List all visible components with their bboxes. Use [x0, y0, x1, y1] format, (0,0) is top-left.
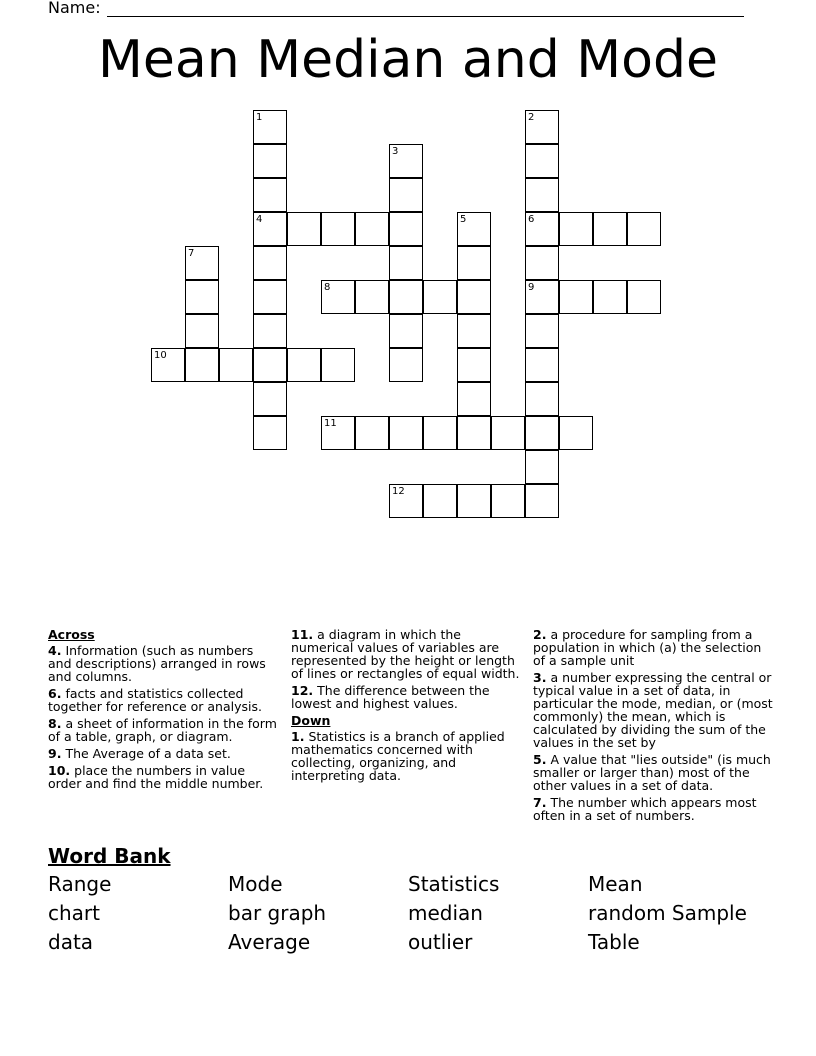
crossword-cell[interactable] — [185, 280, 219, 314]
crossword-cell[interactable] — [559, 416, 593, 450]
crossword-cell[interactable] — [253, 246, 287, 280]
crossword-cell[interactable] — [389, 178, 423, 212]
crossword-cell[interactable] — [627, 280, 661, 314]
word-bank-item: Statistics — [408, 872, 500, 896]
crossword-cell[interactable] — [423, 484, 457, 518]
clue-across-10: 10. place the numbers in value order and find the middle number. — [48, 763, 264, 791]
crossword-cell[interactable] — [525, 348, 559, 382]
crossword-cell[interactable] — [185, 348, 219, 382]
clue-number: 5 — [460, 214, 467, 225]
crossword-cell[interactable] — [287, 212, 321, 246]
crossword-cell[interactable] — [423, 280, 457, 314]
clue-across-4: 4. Information (such as numbers and descriptions) arranged in rows and columns. — [48, 643, 266, 684]
crossword-cell[interactable] — [253, 382, 287, 416]
crossword-cell[interactable] — [457, 280, 491, 314]
clue-across-6: 6. facts and statistics collected together for reference or analysis. — [48, 686, 262, 714]
clue-number: 8 — [324, 282, 331, 293]
word-bank-item: Mean — [588, 872, 643, 896]
crossword-cell[interactable] — [457, 246, 491, 280]
crossword-cell[interactable] — [593, 212, 627, 246]
crossword-cell[interactable] — [423, 416, 457, 450]
word-bank-item: bar graph — [228, 901, 327, 925]
crossword-cell[interactable] — [457, 314, 491, 348]
crossword-cell[interactable] — [389, 144, 423, 178]
word-bank-item: Average — [228, 930, 311, 954]
crossword-cell[interactable] — [389, 246, 423, 280]
word-bank-item: outlier — [408, 930, 473, 954]
word-bank-heading: Word Bank — [48, 844, 171, 868]
clues-column-2 — [291, 628, 523, 786]
crossword-cell[interactable] — [253, 212, 287, 246]
clue-across-12: 12. The difference between the lowest and highest values. — [291, 683, 490, 711]
crossword-cell[interactable] — [151, 348, 185, 382]
crossword-cell[interactable] — [185, 314, 219, 348]
crossword-cell[interactable] — [525, 178, 559, 212]
name-label: Name: — [48, 0, 101, 17]
clue-number: 9 — [528, 282, 535, 293]
crossword-cell[interactable] — [525, 110, 559, 144]
clue-down-1: 1. Statistics is a branch of applied mathematics concerned with collecting, organizing, and interpreting data. — [291, 729, 505, 783]
down-heading: Down — [291, 713, 331, 728]
clue-across-11: 11. a diagram in which the numerical values of variables are represented by the height or length of lines or rectangles of equal width. — [291, 627, 520, 681]
crossword-cell[interactable] — [253, 280, 287, 314]
word-bank-item: chart — [48, 901, 100, 925]
crossword-cell[interactable] — [457, 484, 491, 518]
word-bank-item: Range — [48, 872, 112, 896]
crossword-cell[interactable] — [525, 314, 559, 348]
crossword-cell[interactable] — [389, 280, 423, 314]
crossword-cell[interactable] — [491, 484, 525, 518]
crossword-cell[interactable] — [253, 110, 287, 144]
crossword-cell[interactable] — [491, 416, 525, 450]
crossword-cell[interactable] — [253, 178, 287, 212]
crossword-cell[interactable] — [389, 348, 423, 382]
crossword-cell[interactable] — [253, 314, 287, 348]
crossword-cell[interactable] — [627, 212, 661, 246]
crossword-cell[interactable] — [253, 416, 287, 450]
clue-number: 2 — [528, 112, 535, 123]
crossword-cell[interactable] — [457, 382, 491, 416]
crossword-cell[interactable] — [321, 416, 355, 450]
crossword-cell[interactable] — [457, 348, 491, 382]
clue-across-9: 9. The Average of a data set. — [48, 746, 231, 761]
clues-column-1 — [48, 628, 280, 794]
crossword-cell[interactable] — [389, 314, 423, 348]
clue-number: 7 — [188, 248, 195, 259]
crossword-cell[interactable] — [525, 144, 559, 178]
clue-number: 6 — [528, 214, 535, 225]
crossword-cell[interactable] — [559, 280, 593, 314]
crossword-cell[interactable] — [219, 348, 253, 382]
clue-down-7: 7. The number which appears most often in a set of numbers. — [533, 795, 757, 823]
clue-across-8: 8. a sheet of information in the form of a table, graph, or diagram. — [48, 716, 277, 744]
word-bank-item: data — [48, 930, 94, 954]
crossword-cell[interactable] — [321, 348, 355, 382]
word-bank-item: median — [408, 901, 483, 925]
crossword-cell[interactable] — [525, 212, 559, 246]
crossword-cell[interactable] — [593, 280, 627, 314]
clue-down-5: 5. A value that "lies outside" (is much smaller or larger than) most of the other values in a set of data. — [533, 752, 771, 793]
crossword-cell[interactable] — [389, 416, 423, 450]
crossword-cell[interactable] — [525, 450, 559, 484]
clue-number: 3 — [392, 146, 399, 157]
word-bank-item: random Sample — [588, 901, 747, 925]
crossword-cell[interactable] — [389, 212, 423, 246]
page-title: Mean Median and Mode — [98, 30, 718, 90]
crossword-cell[interactable] — [253, 144, 287, 178]
crossword-cell[interactable] — [457, 212, 491, 246]
crossword-cell[interactable] — [355, 212, 389, 246]
clues-column-3 — [533, 628, 773, 826]
crossword-cell[interactable] — [525, 246, 559, 280]
crossword-cell[interactable] — [321, 280, 355, 314]
crossword-cell[interactable] — [457, 416, 491, 450]
crossword-cell[interactable] — [389, 484, 423, 518]
clue-number: 12 — [392, 486, 405, 497]
crossword-cell[interactable] — [287, 348, 321, 382]
crossword-cell[interactable] — [525, 382, 559, 416]
clue-down-3: 3. a number expressing the central or typical value in a set of data, in particular the mode, median, or (most commonly) the mean, which is calculated by dividing the sum of the values in the set by — [533, 670, 773, 750]
crossword-cell[interactable] — [253, 348, 287, 382]
clue-number: 4 — [256, 214, 263, 225]
crossword-cell[interactable] — [525, 280, 559, 314]
word-bank-item: Table — [588, 930, 640, 954]
clue-number: 11 — [324, 418, 337, 429]
crossword-cell[interactable] — [525, 416, 559, 450]
crossword-cell[interactable] — [321, 212, 355, 246]
word-bank-item: Mode — [228, 872, 283, 896]
crossword-cell[interactable] — [185, 246, 219, 280]
crossword-cell[interactable] — [559, 212, 593, 246]
crossword-cell[interactable] — [355, 416, 389, 450]
crossword-cell[interactable] — [355, 280, 389, 314]
clue-down-2: 2. a procedure for sampling from a population in which (a) the selection of a sample unit — [533, 627, 762, 668]
crossword-cell[interactable] — [525, 484, 559, 518]
clue-number: 10 — [154, 350, 167, 361]
clue-number: 1 — [256, 112, 263, 123]
across-heading: Across — [48, 627, 95, 642]
